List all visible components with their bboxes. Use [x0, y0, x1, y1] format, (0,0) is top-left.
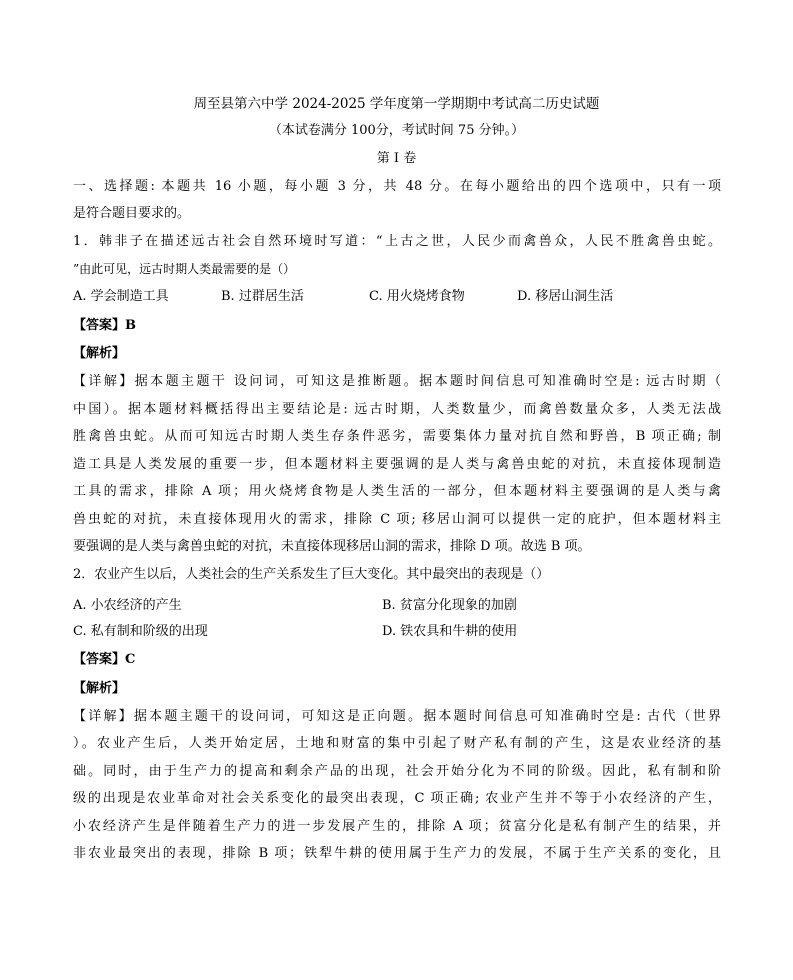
- question-1-detail-line: 兽虫蛇的对抗，未直接体现用火的需求，排除 C 项; 移居山洞可以提供一定的庇护，但本题材料主: [73, 512, 721, 527]
- question-1-answer: 【答案】B: [73, 318, 136, 333]
- question-2-detail-line: 础。同时，由于生产力的提高和剩余产品的出现，社会开始分化为不同的阶级。因此，私有制和阶: [73, 764, 721, 779]
- question-2-detail-line: 级的出现是农业革命对社会关系变化的最突出表现，C 项正确; 农业产生并不等于小农经济的产生，: [73, 791, 721, 806]
- question-2-detail-line: ）。农业产生后，人类开始定居，土地和财富的集中引起了财产私有制的产生，这是农业经济的基: [73, 736, 721, 751]
- question-1-option-d: D. 移居山洞生活: [517, 289, 614, 304]
- question-2-option-c: C. 私有制和阶级的出现: [73, 624, 208, 639]
- question-2-detail-line: 【详解】据本题主题干的设问词，可知这是正向题。据本题时间信息可知准确时空是: 古代（世界: [73, 709, 721, 724]
- question-1-detail-line: 中国）。据本题材料概括得出主要结论是: 远古时期，人类数量少，而禽兽数量众多，人类无法战: [73, 402, 721, 417]
- question-1-analysis-label: 【解析】: [73, 346, 126, 361]
- section-instructions-line1: 一、选择题: 本题共 16 小题，每小题 3 分，共 48 分。在每小题给出的四个选项中，只有一项: [73, 179, 721, 194]
- question-2-answer: 【答案】C: [73, 652, 136, 667]
- question-1-detail-line: 要强调的是人类与禽兽虫蛇的对抗，未直接体现移居山洞的需求，排除 D 项。故选 B 项。: [73, 539, 591, 554]
- exam-title: 周至县第六中学 2024-2025 学年度第一学期期中考试高二历史试题: [193, 96, 600, 112]
- question-1-option-c: C. 用火烧烤食物: [369, 289, 465, 304]
- question-1-option-a: A. 学会制造工具: [73, 289, 169, 304]
- question-2-detail-line: 非农业最突出的表现，排除 B 项；铁犁牛耕的使用属于生产力的发展，不属于生产关系的变化，且: [73, 846, 721, 861]
- question-1-stem-line2: ”由此可见，远古时期人类最需要的是（）: [73, 262, 296, 276]
- question-1-stem-line1: 1．韩非子在描述远古社会自然环境时写道：“上古之世，人民少而禽兽众，人民不胜禽兽虫蛇。: [73, 234, 721, 249]
- question-1-detail-line: 【详解】据本题主题干 设问词，可知这是推断题。据本题时间信息可知准确时空是: 远古时期（: [73, 374, 721, 389]
- question-1-detail-line: 工具的需求，排除 A 项；用火烧烤食物是人类生活的一部分，但本题材料主要强调的是人类与禽: [73, 484, 721, 499]
- question-1-detail-line: 造工具是人类发展的重要一步，但本题材料主要强调的是人类与禽兽虫蛇的对抗，未直接体现制造: [73, 457, 721, 472]
- question-2-analysis-label: 【解析】: [73, 681, 126, 696]
- volume-label: 第 I 卷: [376, 151, 417, 166]
- question-1-option-b: B. 过群居生活: [221, 289, 304, 304]
- question-2-option-d: D. 铁农具和牛耕的使用: [382, 624, 518, 639]
- question-1-detail-line: 胜禽兽虫蛇。从而可知远古时期人类生存条件恶劣，需要集体力量对抗自然和野兽，B 项正确; 制: [73, 429, 721, 444]
- question-2-detail-line: 小农经济产生是伴随着生产力的进一步发展产生的，排除 A 项；贫富分化是私有制产生的结果，并: [73, 819, 721, 834]
- question-2-stem: 2．农业产生以后，人类社会的生产关系发生了巨大变化。其中最突出的表现是（）: [73, 567, 550, 582]
- exam-subtitle: （本试卷满分 100分，考试时间 75 分钟。）: [268, 123, 525, 138]
- question-2-option-b: B. 贫富分化现象的加剧: [382, 598, 517, 613]
- section-instructions-line2: 是符合题目要求的。: [73, 206, 191, 221]
- question-2-option-a: A. 小农经济的产生: [73, 598, 182, 613]
